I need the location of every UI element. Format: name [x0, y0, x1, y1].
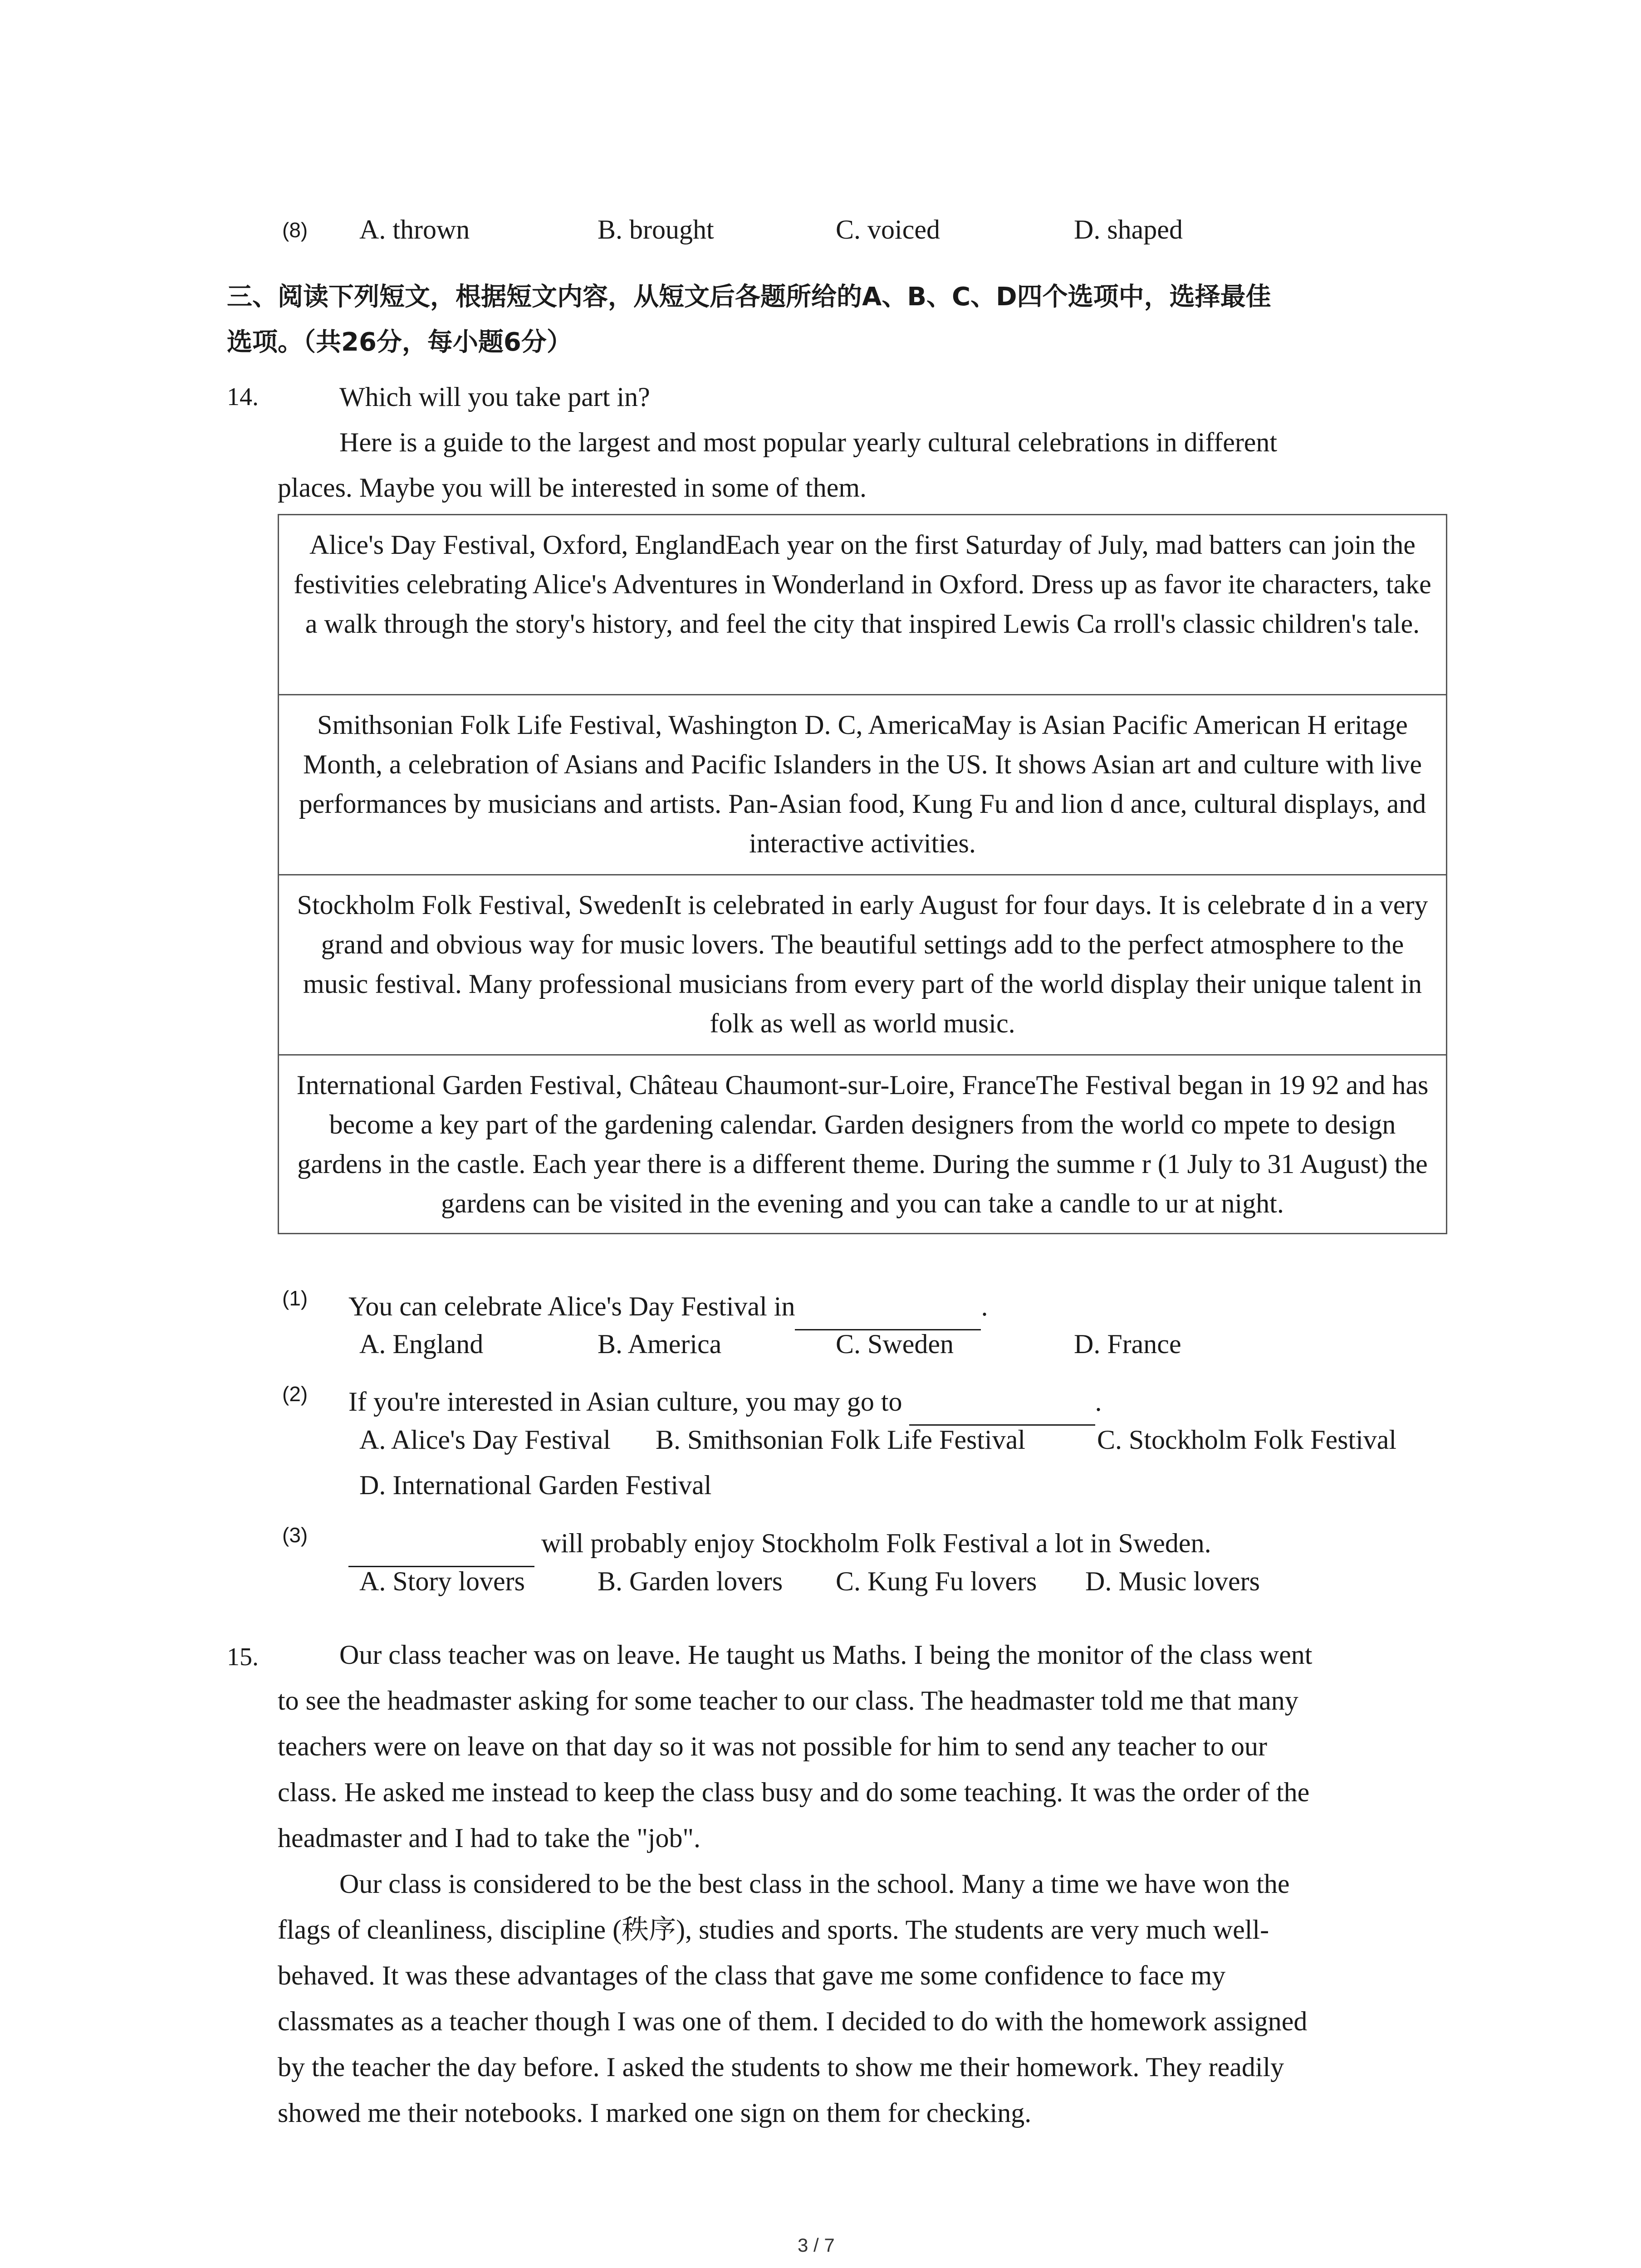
q14-sub1-stem-text: You can celebrate Alice's Day Festival in: [348, 1291, 795, 1321]
q14-sub1-option-c[interactable]: C. Sweden: [836, 1329, 954, 1359]
section-3-heading-line2: 选项。（共26分，每小题6分）: [227, 327, 572, 357]
q14-sub2-option-a[interactable]: A. Alice's Day Festival: [359, 1425, 611, 1455]
q15-para2-line6: showed me their notebooks. I marked one sign on them for checking.: [278, 2098, 1032, 2128]
q15-para1-line1: Our class teacher was on leave. He taught us Maths. I being the monitor of the class went: [339, 1640, 1313, 1670]
page-number: 3 / 7: [798, 2234, 835, 2256]
q14-sub3-option-b[interactable]: B. Garden lovers: [598, 1566, 783, 1596]
q14-sub2-option-b[interactable]: B. Smithsonian Folk Life Festival: [656, 1425, 1026, 1455]
question-14-intro-line1: Here is a guide to the largest and most popular yearly cultural celebrations in different: [339, 427, 1278, 457]
question-14-number: 14.: [227, 383, 259, 411]
q14-sub1-option-d[interactable]: D. France: [1074, 1329, 1181, 1359]
festival-stockholm: Stockholm Folk Festival, SwedenIt is celebrated in early August for four days. It is celebrate d in a very grand and obvious way for music lovers. The beautiful settings add to the perfect atmosphere to the music festival. Many professional musicians from every part of the world display their unique talent in folk as well as world music.: [279, 875, 1446, 1056]
q15-para2-line4: classmates as a teacher though I was one of them. I decided to do with the homework assigned: [278, 2006, 1308, 2036]
q14-sub1-option-b[interactable]: B. America: [598, 1329, 722, 1359]
q15-para1-line2: to see the headmaster asking for some teacher to our class. The headmaster told me that many: [278, 1686, 1298, 1716]
q14-sub2-stem-end: .: [1095, 1387, 1102, 1417]
q14-sub1-stem-end: .: [981, 1291, 988, 1321]
q14-sub3-answer-blank[interactable]: [348, 1520, 534, 1567]
q15-para2-line1: Our class is considered to be the best class in the school. Many a time we have won the: [339, 1869, 1290, 1899]
q14-sub1-answer-blank[interactable]: [795, 1284, 981, 1330]
q15-para1-line3: teachers were on leave on that day so it was not possible for him to send any teacher to our: [278, 1731, 1268, 1761]
q15-para1-line5: headmaster and I had to take the "job".: [278, 1823, 700, 1853]
q14-sub3-stem-text: will probably enjoy Stockholm Folk Festival a lot in Sweden.: [541, 1528, 1211, 1558]
question-15-number: 15.: [227, 1643, 259, 1671]
q14-sub3-option-d[interactable]: D. Music lovers: [1085, 1566, 1260, 1596]
question-8-number: (8): [282, 218, 308, 242]
q14-sub2-stem-text: If you're interested in Asian culture, you may go to: [348, 1387, 902, 1417]
q14-sub3-stem: [348, 1520, 1211, 1567]
q14-sub2-answer-blank[interactable]: [909, 1379, 1095, 1426]
q14-sub2-option-c[interactable]: C. Stockholm Folk Festival: [1097, 1425, 1397, 1455]
q8-option-d[interactable]: D. shaped: [1074, 215, 1183, 244]
q15-para2-line3: behaved. It was these advantages of the class that gave me some confidence to face my: [278, 1960, 1226, 1990]
q14-sub3-option-a[interactable]: A. Story lovers: [359, 1566, 525, 1596]
q15-para1-line4: class. He asked me instead to keep the class busy and do some teaching. It was the order of the: [278, 1777, 1310, 1807]
q14-sub3-option-c[interactable]: C. Kung Fu lovers: [836, 1566, 1037, 1596]
festival-alice-day: Alice's Day Festival, Oxford, EnglandEach year on the first Saturday of July, mad batters can join the festivities celebrating Alice's Adventures in Wonderland in Oxford. Dress up as favor ite characters, take a walk through the story's history, and feel the city that inspired Lewis Ca rroll's classic children's tale.: [279, 515, 1446, 695]
q14-sub1-stem: [348, 1284, 988, 1330]
q14-sub2-option-d[interactable]: D. International Garden Festival: [359, 1470, 712, 1500]
q15-para2-line2: flags of cleanliness, discipline (秩序), studies and sports. The students are very much well-: [278, 1915, 1269, 1945]
festival-table: [278, 514, 1447, 1234]
question-14-title: Which will you take part in?: [339, 382, 650, 412]
q14-sub1-option-a[interactable]: A. England: [359, 1329, 484, 1359]
section-3-heading-line1: 三、阅读下列短文，根据短文内容，从短文后各题所给的A、B、C、D四个选项中，选择最佳: [227, 282, 1271, 312]
q8-option-b[interactable]: B. brought: [598, 215, 714, 244]
q8-option-c[interactable]: C. voiced: [836, 215, 940, 244]
q14-sub2-stem: [348, 1379, 1102, 1426]
festival-smithsonian: Smithsonian Folk Life Festival, Washington D. C, AmericaMay is Asian Pacific American H eritage Month, a celebration of Asians and Pacific Islanders in the US. It shows Asian art and culture with live performances by musicians and artists. Pan-Asian food, Kung Fu and lion d ance, cultural displays, and interactive activities.: [279, 695, 1446, 875]
q8-option-a[interactable]: A. thrown: [359, 215, 470, 244]
q15-para2-line5: by the teacher the day before. I asked the students to show me their homework. They readily: [278, 2052, 1284, 2082]
festival-international-garden: International Garden Festival, Château Chaumont-sur-Loire, FranceThe Festival began in 19 92 and has become a key part of the gardening calendar. Garden designers from the world co mpete to design gardens in the castle. Each year there is a different theme. During the summe r (1 July to 31 August) the gardens can be visited in the evening and you can take a candle to ur at night.: [296, 1070, 1429, 1218]
q14-sub1-number: (1): [282, 1286, 308, 1310]
q14-sub2-number: (2): [282, 1382, 308, 1406]
q14-sub3-number: (3): [282, 1523, 308, 1547]
question-14-intro-line2: places. Maybe you will be interested in some of them.: [278, 473, 867, 503]
